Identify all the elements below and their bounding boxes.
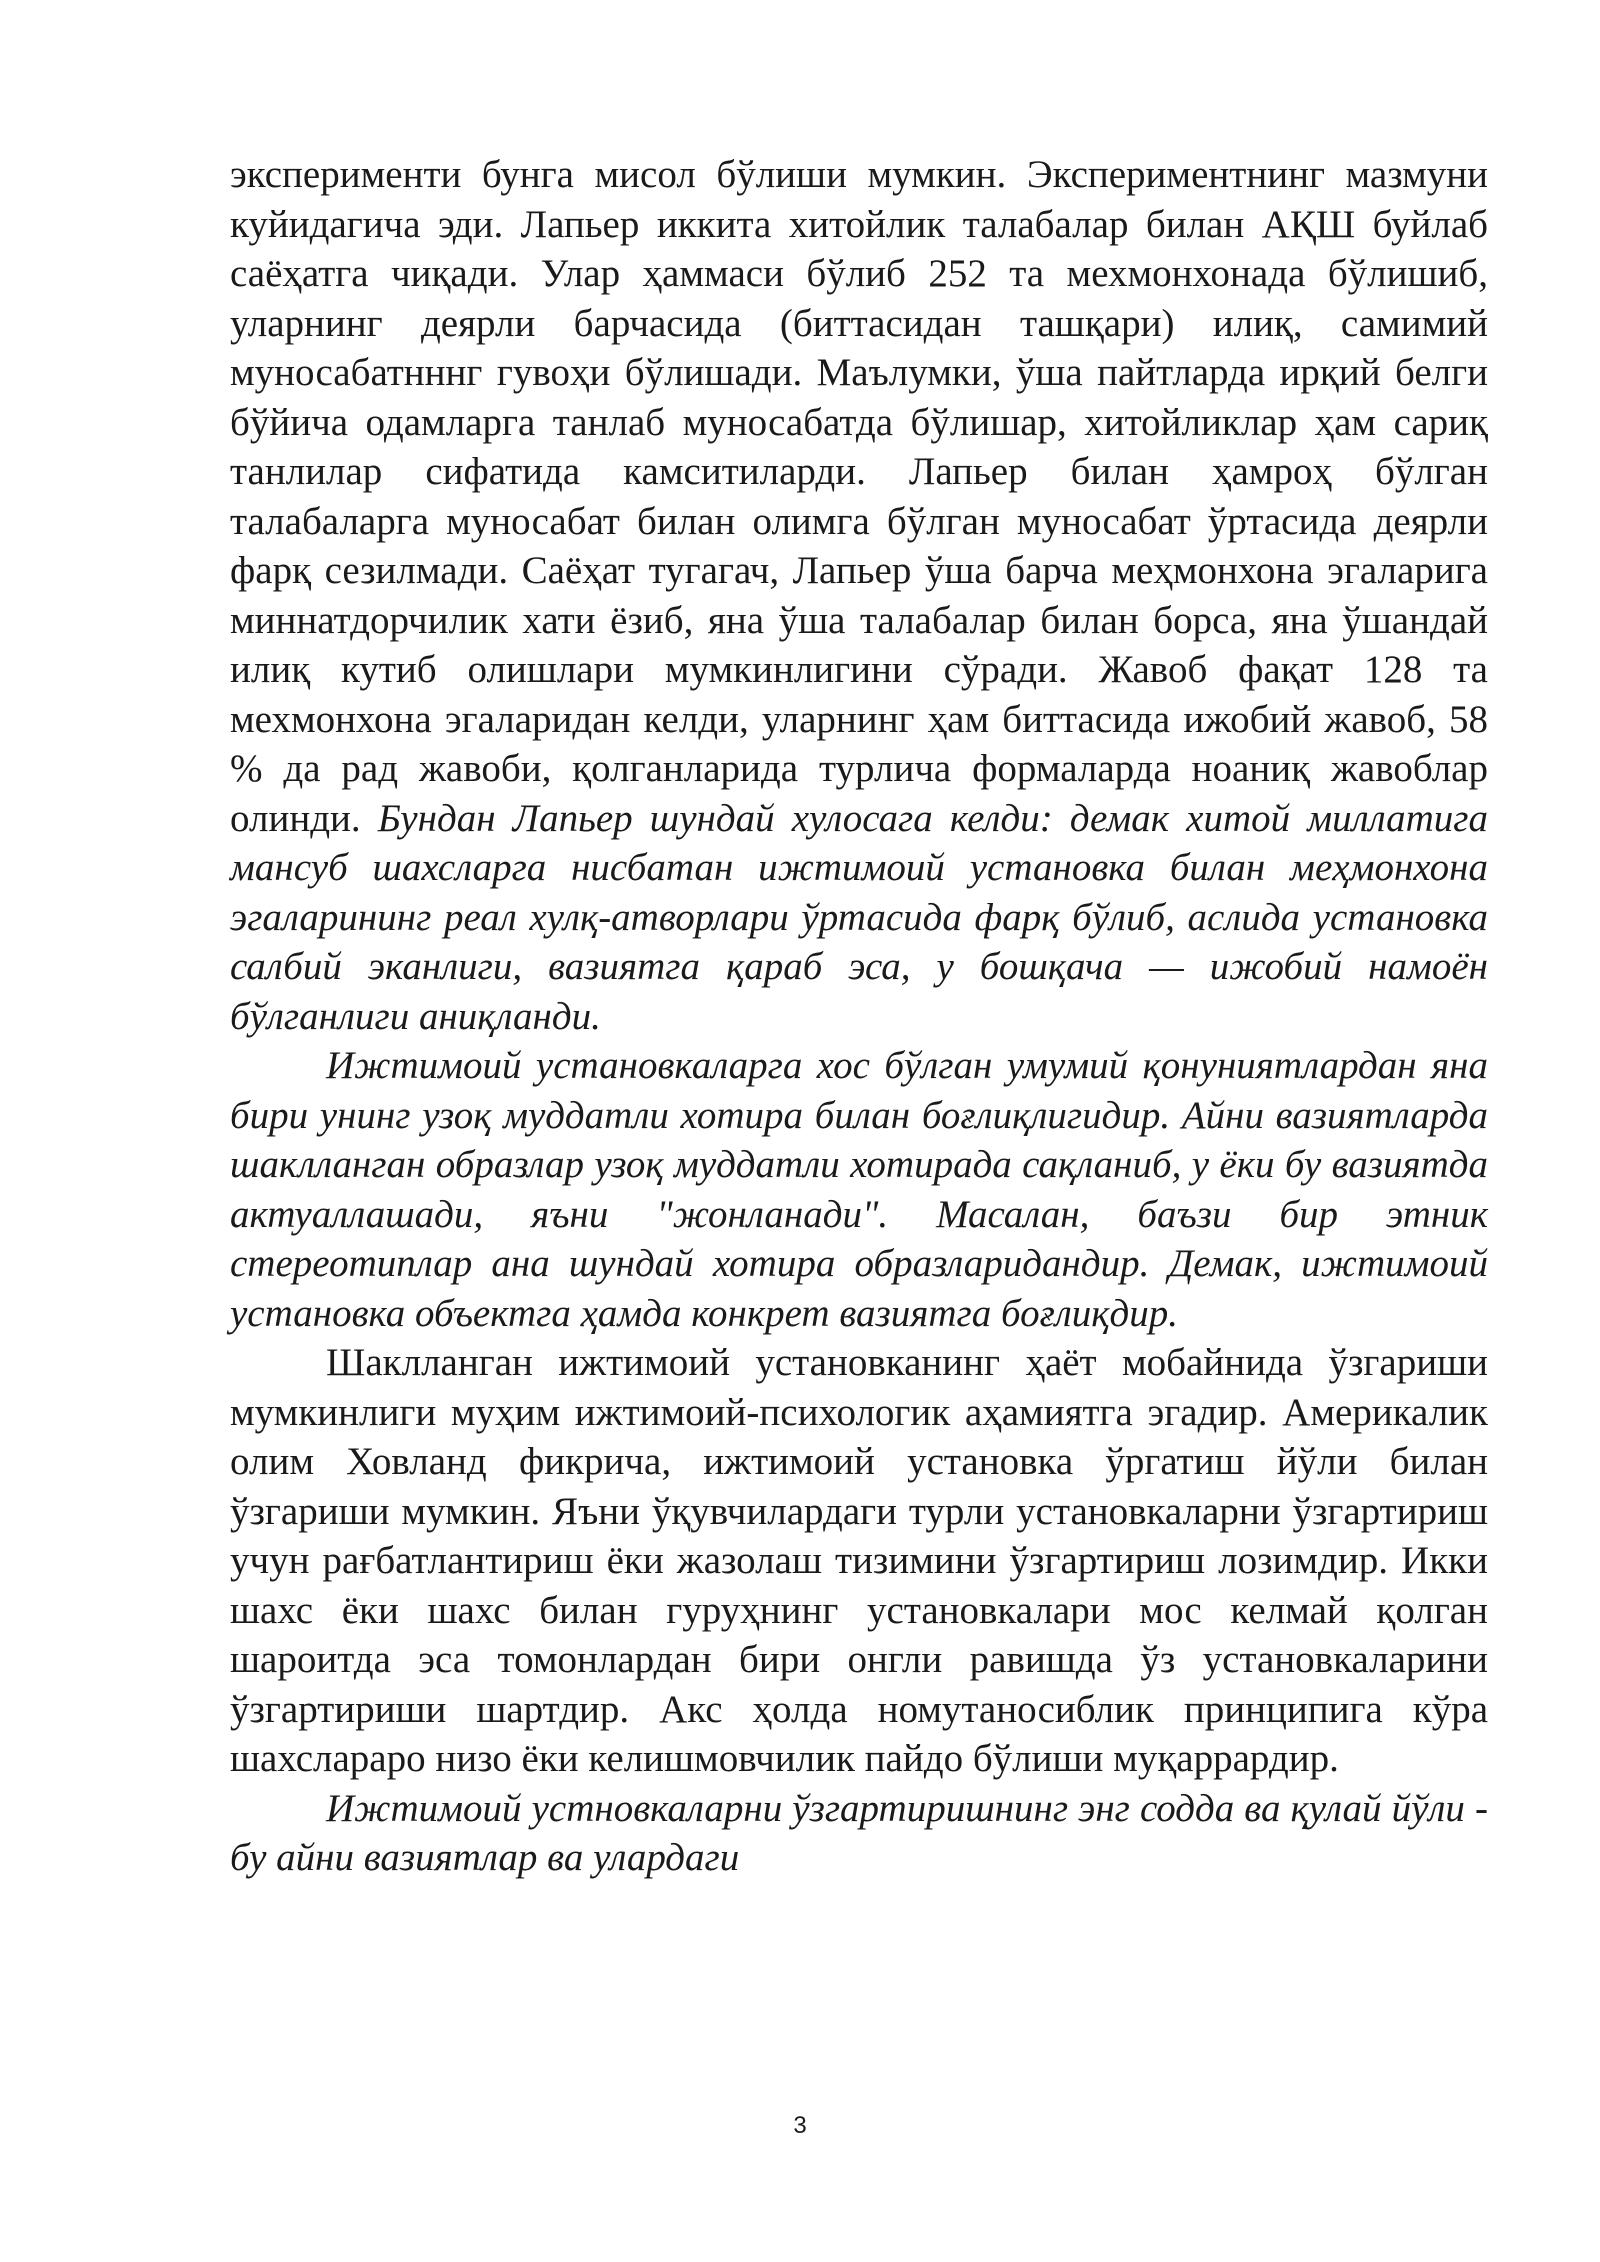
- paragraph-1-italic-text: Бундан Лапьер шундай хулосага келди: демак хитой миллатига мансуб шахсларга нисбатан ижтимоий установка билан меҳмонхона эгаларининг реал хулқ-атворлари ўртасида фарқ бўлиб, аслида установка салбий эканлиги, вазиятга қараб эса, у бошқача — ижобий намоён бўлганлиги аниқланди.: [230, 796, 1488, 1038]
- paragraph-2: Ижтимоий установкаларга хос бўлган умумий қонуниятлардан яна бири унинг узоқ муддатли хотира билан боғлиқлигидир. Айни вазиятларда шаклланган образлар узоқ муддатли хотирада сақланиб, у ёки бу вазиятда актуаллашади, яъни "жонланади". Масалан, баъзи бир этник стереотиплар ана шундай хотира образларидандир. Демак, ижтимоий установка объектга ҳамда конкрет вазиятга боғлиқдир.: [230, 1044, 1488, 1335]
- paragraph-4: Ижтимоий устновкаларни ўзгартиришнинг энг содда ва қулай йўли - бу айни вазиятлар ва улардаги: [230, 1786, 1488, 1879]
- paragraph-1-regular-text: эксперименти бунга мисол бўлиши мумкин. Экспериментнинг мазмуни куйидагича эди. Лапьер иккита хитойлик талабалар билан АҚШ буйлаб саёҳатга чиқади. Улар ҳаммаси бўлиб 252 та мехмонхонада бўлишиб, уларнинг деярли барчасида (биттасидан ташқари) илиқ, самимий муносабатнннг гувоҳи бўлишади. Маълумки, ўша пайтларда ирқий белги бўйича одамларга танлаб муносабатда бўлишар, хитойликлар ҳам сариқ танлилар сифатида камситиларди. Лапьер билан ҳамроҳ бўлган талабаларга муносабат билан олимга бўлган муносабат ўртасида деярли фарқ сезилмади. Саёҳат тугагач, Лапьер ўша барча меҳмонхона эгаларига миннатдорчилик хати ёзиб, яна ўша талабалар билан борса, яна ўшандай илиқ кутиб олишлари мумкинлигини сўради. Жавоб фақат 128 та мехмонхона эгаларидан келди, уларнинг ҳам биттасида ижобий жавоб, 58 % да рад жавоби, қолганларида турлича формаларда ноаниқ жавоблар олинди.: [230, 153, 1488, 840]
- document-body: [230, 150, 1488, 1883]
- page-number: 3: [793, 2112, 807, 2139]
- paragraph-3: Шаклланган ижтимоий установканинг ҳаёт мобайнида ўзгариши мумкинлиги муҳим ижтимоий-психологик аҳамиятга эгадир. Америкалик олим Ховланд фикрича, ижтимоий установка ўргатиш йўли билан ўзгариши мумкин. Яъни ўқувчилардаги турли установкаларни ўзгартириш учун рағбатлантириш ёки жазолаш тизимини ўзгартириш лозимдир. Икки шахс ёки шахс билан гуруҳнинг установкалари мос келмай қолган шароитда эса томонлардан бири онгли равишда ўз установкаларини ўзгартириши шартдир. Акс ҳолда номутаносиблик принципига кўра шахслараро низо ёки келишмовчилик пайдо бўлиши муқаррардир.: [230, 1341, 1488, 1780]
- paragraph-1: [230, 150, 1488, 1041]
